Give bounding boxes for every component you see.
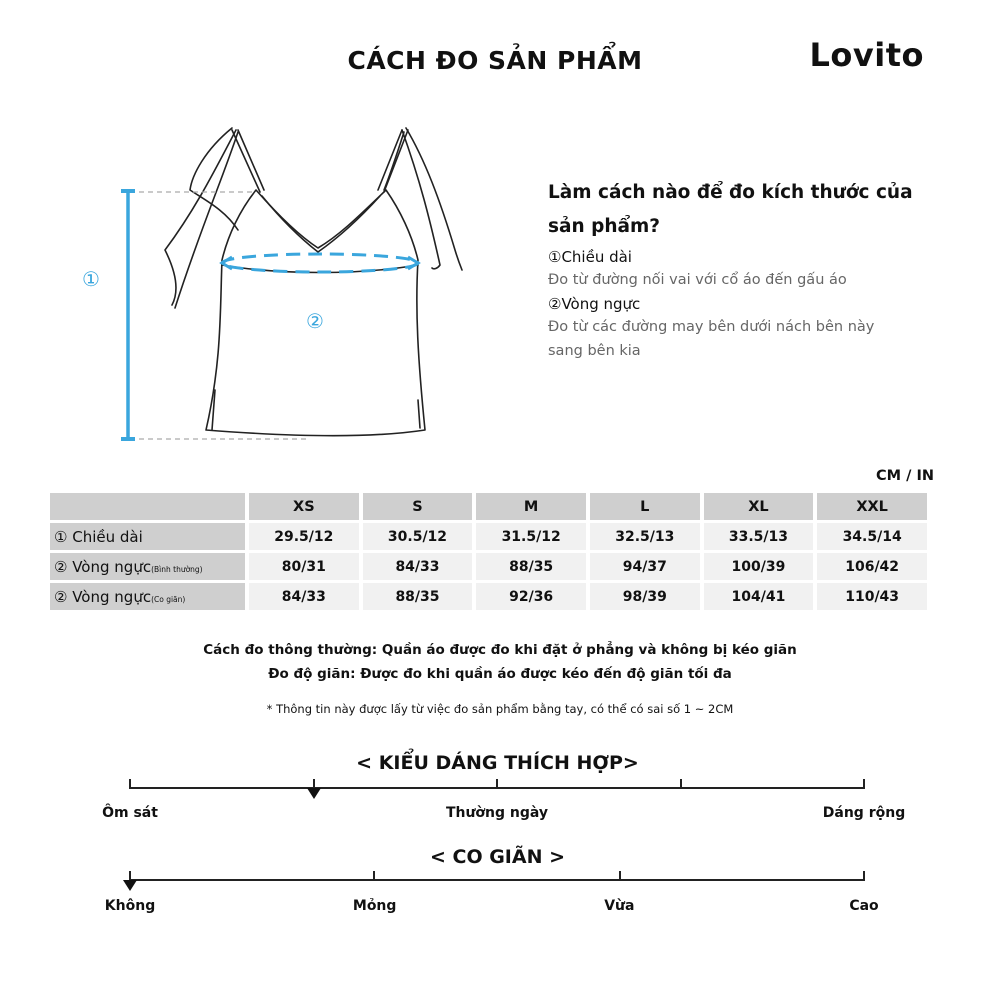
table-cell: 32.5/13 (590, 523, 700, 550)
row-label: ② Vòng ngực(Co giãn) (50, 583, 245, 610)
marker-1: ① (82, 267, 100, 291)
size-header: XS (249, 493, 359, 520)
stretch-scale-marker-icon (123, 880, 137, 891)
note-disclaimer: * Thông tin này được lấy từ việc đo sản phẩm bằng tay, có thể có sai số 1 ~ 2CM (266, 702, 734, 716)
fit-scale-tick (496, 779, 498, 789)
row-label: ② Vòng ngực(Bình thường) (50, 553, 245, 580)
bust-desc-line1: Đo từ các đường may bên dưới nách bên này (548, 319, 875, 335)
stretch-scale-tick (373, 871, 375, 881)
table-cell: 31.5/12 (476, 523, 586, 550)
stretch-scale-tick (863, 871, 865, 881)
table-cell: 104/41 (704, 583, 814, 610)
units-label: CM / IN (876, 468, 934, 484)
table-row (50, 583, 927, 610)
bust-measure-ellipse (222, 254, 418, 272)
fit-scale-label: Dáng rộng (822, 805, 906, 821)
stretch-scale-label: Vừa (604, 898, 635, 914)
left-tie-3 (175, 132, 238, 308)
table-corner (50, 493, 245, 520)
stretch-scale-tick (619, 871, 621, 881)
bust-label: ②Vòng ngực (548, 295, 641, 313)
table-cell: 106/42 (817, 553, 927, 580)
how-to-measure-heading: Làm cách nào để đo kích thước của sản phẩm? (548, 182, 913, 237)
stretch-scale-label: Cao (849, 898, 879, 914)
size-header: M (476, 493, 586, 520)
right-tie-2 (402, 130, 440, 269)
fit-scale-tick (680, 779, 682, 789)
marker-2: ② (306, 309, 324, 333)
stretch-scale-line (130, 879, 864, 881)
row-label: ① Chiều dài (50, 523, 245, 550)
size-table (46, 490, 931, 613)
fit-scale-label: Ôm sát (102, 805, 158, 821)
note-stretch-measure: Đo độ giãn: Được đo khi quần áo được kéo đến độ giãn tối đa (268, 666, 732, 682)
table-cell: 30.5/12 (363, 523, 473, 550)
table-cell: 88/35 (476, 553, 586, 580)
table-cell: 84/33 (363, 553, 473, 580)
fit-scale-title: < KIỂU DÁNG THÍCH HỢP> (356, 752, 639, 774)
table-header-row (50, 493, 927, 520)
length-desc: Đo từ đường nối vai với cổ áo đến gấu áo (548, 272, 847, 288)
left-tie (190, 128, 238, 230)
page-title: CÁCH ĐO SẢN PHẨM (347, 46, 643, 75)
stretch-scale-title: < CO GIÃN > (429, 846, 566, 868)
table-cell: 98/39 (590, 583, 700, 610)
table-cell: 29.5/12 (249, 523, 359, 550)
left-tie-2 (165, 130, 236, 305)
note-normal-measure: Cách đo thông thường: Quần áo được đo khi đặt ở phẳng và không bị kéo giãn (203, 642, 797, 658)
size-header: L (590, 493, 700, 520)
table-cell: 33.5/13 (704, 523, 814, 550)
size-header: XXL (817, 493, 927, 520)
stretch-scale-label: Không (104, 898, 156, 914)
fit-scale-tick (129, 779, 131, 789)
table-cell: 100/39 (704, 553, 814, 580)
stretch-scale-label: Mỏng (352, 898, 397, 914)
size-header: S (363, 493, 473, 520)
fit-scale-marker-icon (307, 788, 321, 799)
size-header: XL (704, 493, 814, 520)
table-cell: 84/33 (249, 583, 359, 610)
bust-desc-line2: sang bên kia (548, 343, 641, 359)
right-tie-3 (384, 132, 404, 190)
brand-logo: Lovito (809, 36, 924, 74)
table-cell: 88/35 (363, 583, 473, 610)
fit-scale-label: Thường ngày (445, 805, 549, 821)
length-label: ①Chiều dài (548, 248, 632, 266)
table-cell: 92/36 (476, 583, 586, 610)
table-cell: 94/37 (590, 553, 700, 580)
table-row (50, 523, 927, 550)
table-row (50, 553, 927, 580)
table-cell: 34.5/14 (817, 523, 927, 550)
fit-scale-tick (863, 779, 865, 789)
table-cell: 80/31 (249, 553, 359, 580)
garment-diagram (0, 110, 540, 460)
table-cell: 110/43 (817, 583, 927, 610)
